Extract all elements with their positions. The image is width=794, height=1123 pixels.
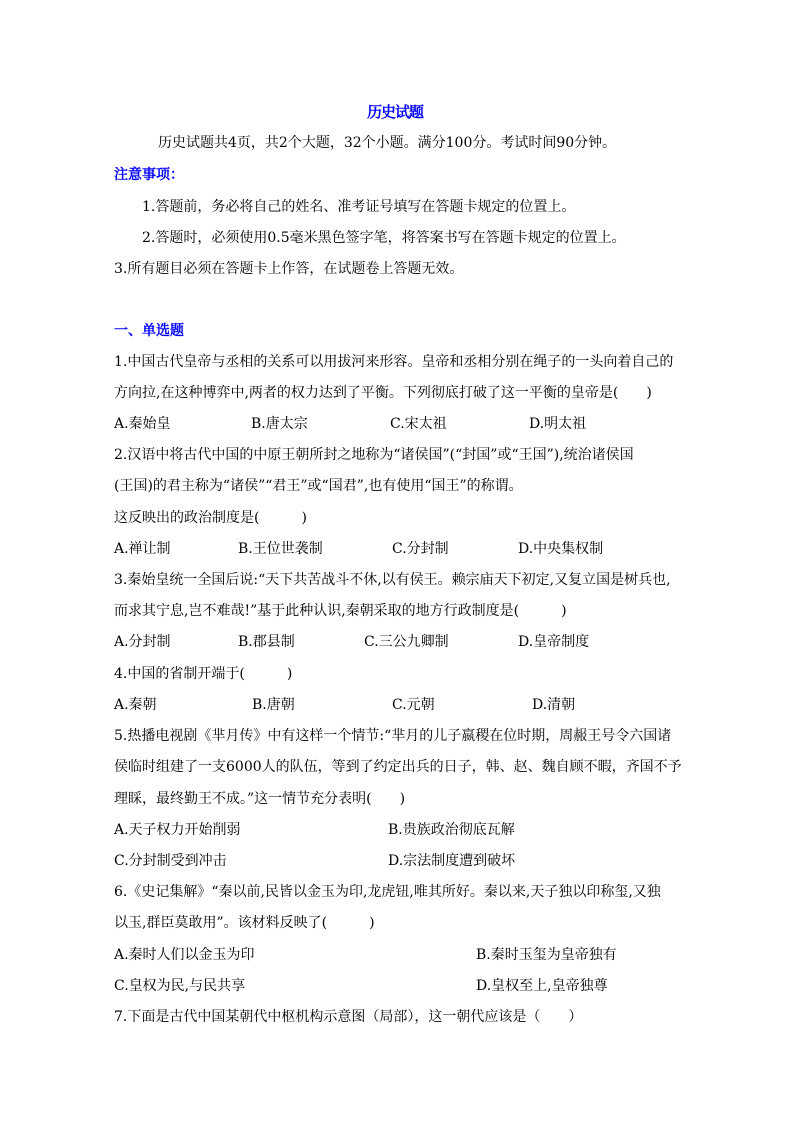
section-heading: 一、单选题 <box>114 323 184 339</box>
question-5-options <box>114 817 684 843</box>
question-3-text: 而求其宁息,岂不难哉!”基于此种认识,秦朝采取的地方行政制度是( ) <box>114 603 567 619</box>
exam-intro: 历史试题共4页，共2个大题，32个小题。满分100分。考试时间90分钟。 <box>158 135 617 151</box>
option-c: C.皇权为民,与民共享 <box>114 978 246 994</box>
question-3-options <box>114 629 684 655</box>
question-2-text: 2.汉语中将古代中国的中原王朝所封之地称为“诸侯国”(“封国”或“王国”),统治诸侯国 <box>114 447 634 463</box>
question-5-text: 侯临时组建了一支6000人的队伍，等到了约定出兵的日子，韩、赵、魏自顾不暇，齐国不予 <box>114 759 682 775</box>
option-b: B.唐太宗 <box>251 416 308 432</box>
option-d: D.皇帝制度 <box>518 634 590 650</box>
question-4-text: 4.中国的省制开端于( ) <box>114 666 293 682</box>
option-b: B.唐朝 <box>252 697 295 713</box>
option-c: C.分封制受到冲击 <box>114 853 227 869</box>
notice-item: 3.所有题目必须在答题卡上作答，在试题卷上答题无效。 <box>114 261 464 277</box>
question-6-options <box>114 942 684 968</box>
question-5-text: 理睬，最终勤王不成。”这一情节充分表明( ) <box>114 791 406 807</box>
option-c: C.分封制 <box>392 541 449 557</box>
option-d: D.皇权至上,皇帝独尊 <box>476 978 608 994</box>
option-a: A.分封制 <box>114 634 171 650</box>
notice-item: 1.答题前，务必将自己的姓名、准考证号填写在答题卡规定的位置上。 <box>142 199 576 215</box>
question-6-options <box>114 973 684 999</box>
option-b: B.郡县制 <box>238 634 295 650</box>
option-a: A.秦时人们以金玉为印 <box>114 947 255 963</box>
option-d: D.明太祖 <box>529 416 587 432</box>
option-d: D.清朝 <box>532 697 576 713</box>
question-5-options <box>114 848 684 874</box>
question-4-options <box>114 692 684 718</box>
question-5-text: 5.热播电视剧《芈月传》中有这样一个情节:“芈月的儿子嬴稷在位时期，周赧王号令六国诸 <box>114 728 672 744</box>
option-a: A.禅让制 <box>114 541 171 557</box>
question-1-text: 1.中国古代皇帝与丞相的关系可以用拔河来形容。皇帝和丞相分别在绳子的一头向着自己的 <box>114 354 674 370</box>
option-c: C.宋太祖 <box>390 416 447 432</box>
option-b: B.秦时玉玺为皇帝独有 <box>476 947 617 963</box>
question-6-text: 6.《史记集解》“秦以前,民皆以金玉为印,龙虎钮,唯其所好。秦以来,天子独以印称玺,又独 <box>114 884 661 900</box>
option-a: A.秦朝 <box>114 697 157 713</box>
question-2-options <box>114 536 684 562</box>
question-1-options <box>114 411 684 437</box>
question-7-text: 7.下面是古代中国某朝代中枢机构示意图（局部），这一朝代应该是（ ） <box>114 1009 583 1025</box>
question-2-text: (王国)的君主称为“诸侯”“君王”或“国君”,也有使用“国王”的称谓。 <box>114 478 523 494</box>
notice-heading: 注意事项： <box>114 167 184 183</box>
option-b: B.王位世袭制 <box>238 541 323 557</box>
page-title: 历史试题 <box>367 103 423 121</box>
option-d: D.宗法制度遭到破坏 <box>388 853 516 869</box>
option-a: A.秦始皇 <box>114 416 171 432</box>
option-d: D.中央集权制 <box>518 541 604 557</box>
question-2-text: 这反映出的政治制度是( ) <box>114 510 307 526</box>
option-c: C.元朝 <box>392 697 435 713</box>
question-3-text: 3.秦始皇统一全国后说:“天下共苦战斗不休,以有侯王。赖宗庙天下初定,又复立国是树兵也, <box>114 572 671 588</box>
option-a: A.天子权力开始削弱 <box>114 822 241 838</box>
option-c: C.三公九卿制 <box>364 634 449 650</box>
question-1-text: 方向拉,在这种博弈中,两者的权力达到了平衡。下列彻底打破了这一平衡的皇帝是( ) <box>114 385 652 401</box>
question-6-text: 以玉,群臣莫敢用”。该材料反映了( ) <box>114 915 375 931</box>
notice-item: 2.答题时，必须使用0.5毫米黑色签字笔，将答案书写在答题卡规定的位置上。 <box>142 230 626 246</box>
option-b: B.贵族政治彻底瓦解 <box>388 822 515 838</box>
